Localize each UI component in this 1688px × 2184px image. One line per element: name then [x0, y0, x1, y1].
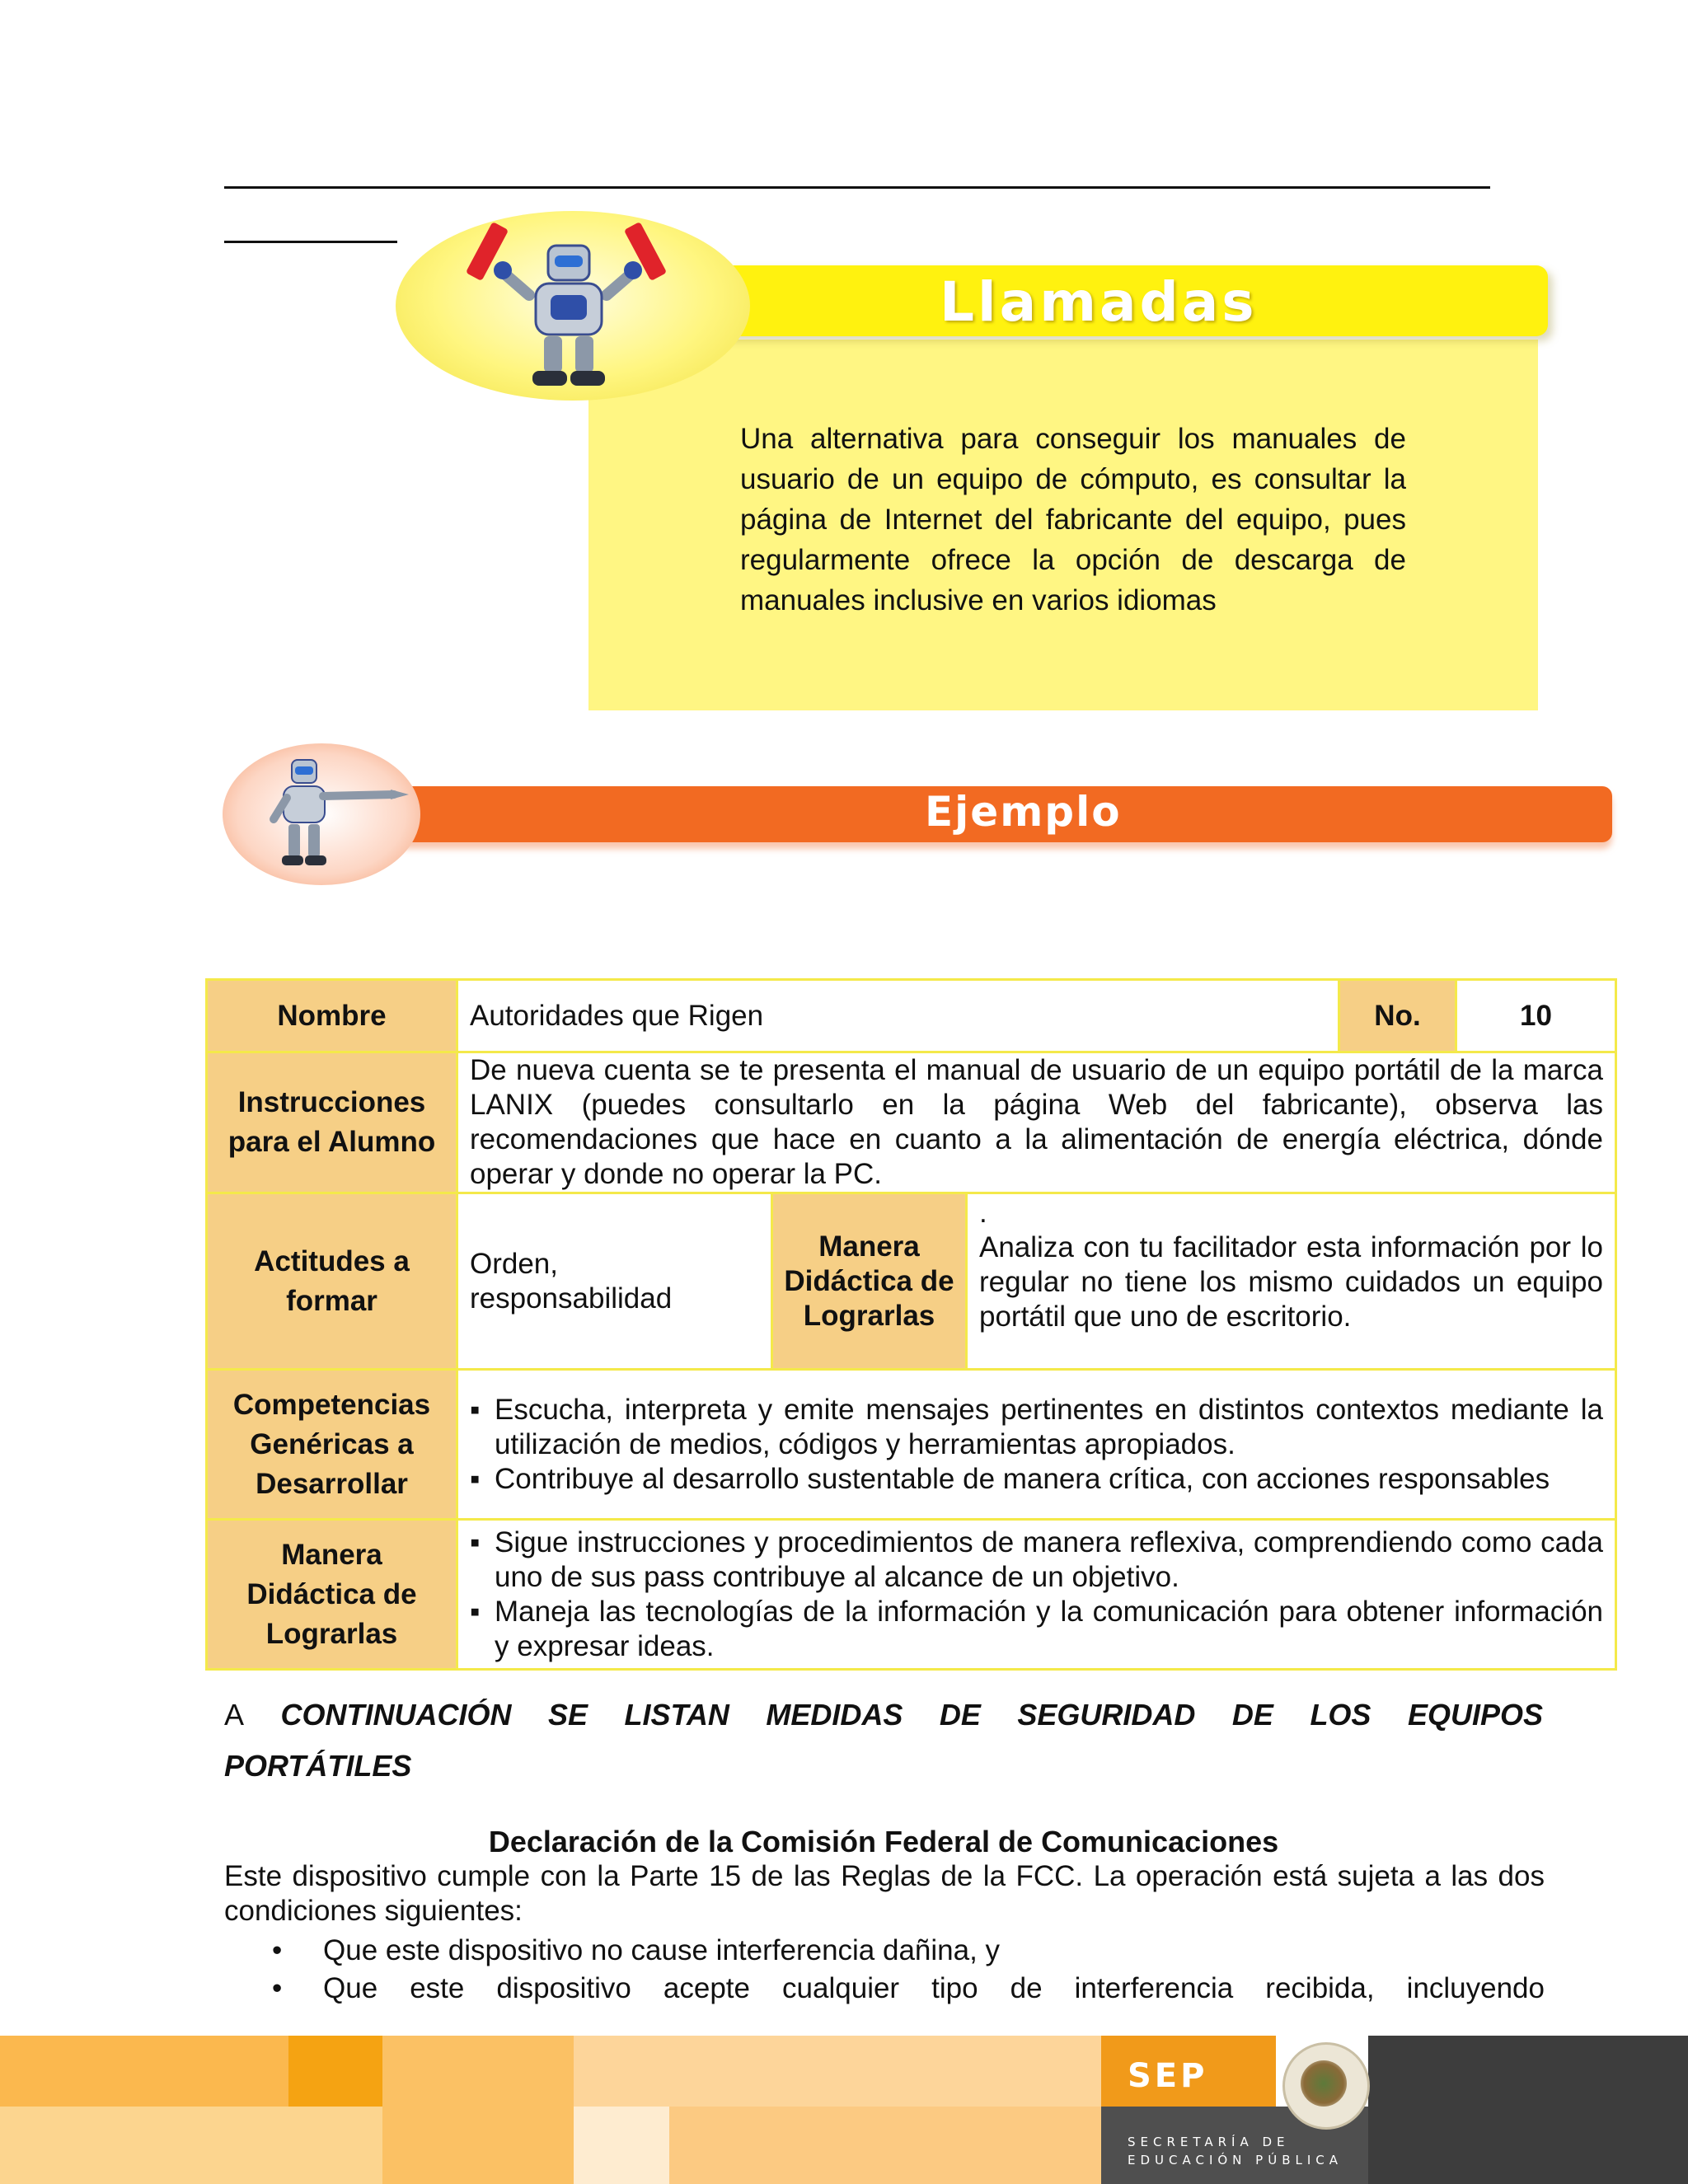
callout-text	[740, 419, 1406, 621]
top-rule	[224, 186, 1490, 189]
sep-subtitle	[1128, 2133, 1343, 2169]
continuation-text-2: PORTÁTILES	[224, 1749, 412, 1783]
no-label: No.	[1339, 980, 1456, 1052]
robot-signals-icon	[445, 216, 692, 394]
actitudes-value: Orden, responsabilidad	[457, 1193, 772, 1370]
table-row	[207, 1052, 1616, 1193]
table-row	[207, 1193, 1616, 1370]
list-item: ▪ Sigue instrucciones y procedimientos de manera reflexiva, comprendiendo como cada uno de sus pass contribuye al alcance de un objetivo.	[495, 1526, 1603, 1595]
table-row	[207, 1370, 1616, 1520]
declaration-text: Este dispositivo cumple con la Parte 15 de las Reglas de la FCC. La operación está sujeta a las dos condiciones siguientes:	[224, 1860, 1545, 1927]
table-row	[207, 1520, 1616, 1670]
manera-dot: .	[979, 1196, 987, 1229]
list-item: ▪ Contribuye al desarrollo sustentable de manera crítica, con acciones responsables	[495, 1462, 1603, 1497]
sep-logo: SEP	[1128, 2057, 1208, 2095]
instrucciones-text: De nueva cuenta se te presenta el manual de usuario de un equipo portátil de la marca LANIX (puedes consultarlo en la página Web del fabricante), observa las recomendaciones que hace en cuanto a la alimentación de energía eléctrica, dónde operar y donde no operar la PC.	[457, 1052, 1616, 1193]
continuation-text: CONTINUACIÓN SE LISTAN MEDIDAS DE SEGURIDAD DE LOS EQUIPOS	[280, 1698, 1543, 1732]
manera-text: Analiza con tu facilitador esta información por lo regular no tiene los mismo cuidados un equipo portátil que uno de escritorio.	[979, 1230, 1603, 1333]
callout-title: Llamadas	[940, 270, 1258, 334]
continuation-heading	[224, 1690, 1543, 1792]
list-item: ▪ Maneja las tecnologías de la información y la comunicación para obtener información y expresar ideas.	[495, 1595, 1603, 1664]
actitudes-label: Actitudes a formar	[207, 1193, 457, 1370]
activity-table	[205, 978, 1617, 1671]
robot-pointing-icon	[262, 748, 419, 880]
sep-subtitle-line2: EDUCACIÓN PÚBLICA	[1128, 2153, 1343, 2168]
footer-band	[0, 2036, 1688, 2184]
continuation-prefix: A	[224, 1698, 245, 1732]
manera2-list	[457, 1520, 1616, 1670]
seal-eagle-icon	[1301, 2060, 1347, 2107]
nombre-value: Autoridades que Rigen	[457, 980, 1339, 1052]
no-value: 10	[1456, 980, 1616, 1052]
manera2-label: Manera Didáctica de Lograrlas	[207, 1520, 457, 1670]
sep-subtitle-line1: SECRETARÍA DE	[1128, 2135, 1290, 2149]
instrucciones-label: Instrucciones para el Alumno	[207, 1052, 457, 1193]
list-item: ▪ Escucha, interpreta y emite mensajes pertinentes en distintos contextos mediante la utilización de medios, códigos y herramientas apropiados.	[495, 1393, 1603, 1462]
table-row	[207, 980, 1616, 1052]
list-item: • Que este dispositivo acepte cualquier tipo de interferencia recibida, incluyendo	[323, 1970, 1545, 2008]
manera-label: Manera Didáctica de Lograrlas	[772, 1193, 967, 1370]
competencias-list	[457, 1370, 1616, 1520]
manera-value	[967, 1193, 1616, 1370]
example-title: Ejemplo	[925, 788, 1122, 836]
nombre-label: Nombre	[207, 980, 457, 1052]
callout-paragraph: Una alternativa para conseguir los manuales de usuario de un equipo de cómputo, es consultar la página de Internet del fabricante del equipo, pues regularmente ofrece la opción de descarga de manuales inclusive en varios idiomas	[740, 423, 1406, 616]
list-item: • Que este dispositivo no cause interferencia dañina, y	[323, 1932, 1545, 1970]
competencias-label: Competencias Genéricas a Desarrollar	[207, 1370, 457, 1520]
declaration-list	[224, 1932, 1545, 2008]
top-rule-short	[224, 241, 397, 243]
declaration-title: Declaración de la Comisión Federal de Comunicaciones	[488, 1825, 1279, 1858]
